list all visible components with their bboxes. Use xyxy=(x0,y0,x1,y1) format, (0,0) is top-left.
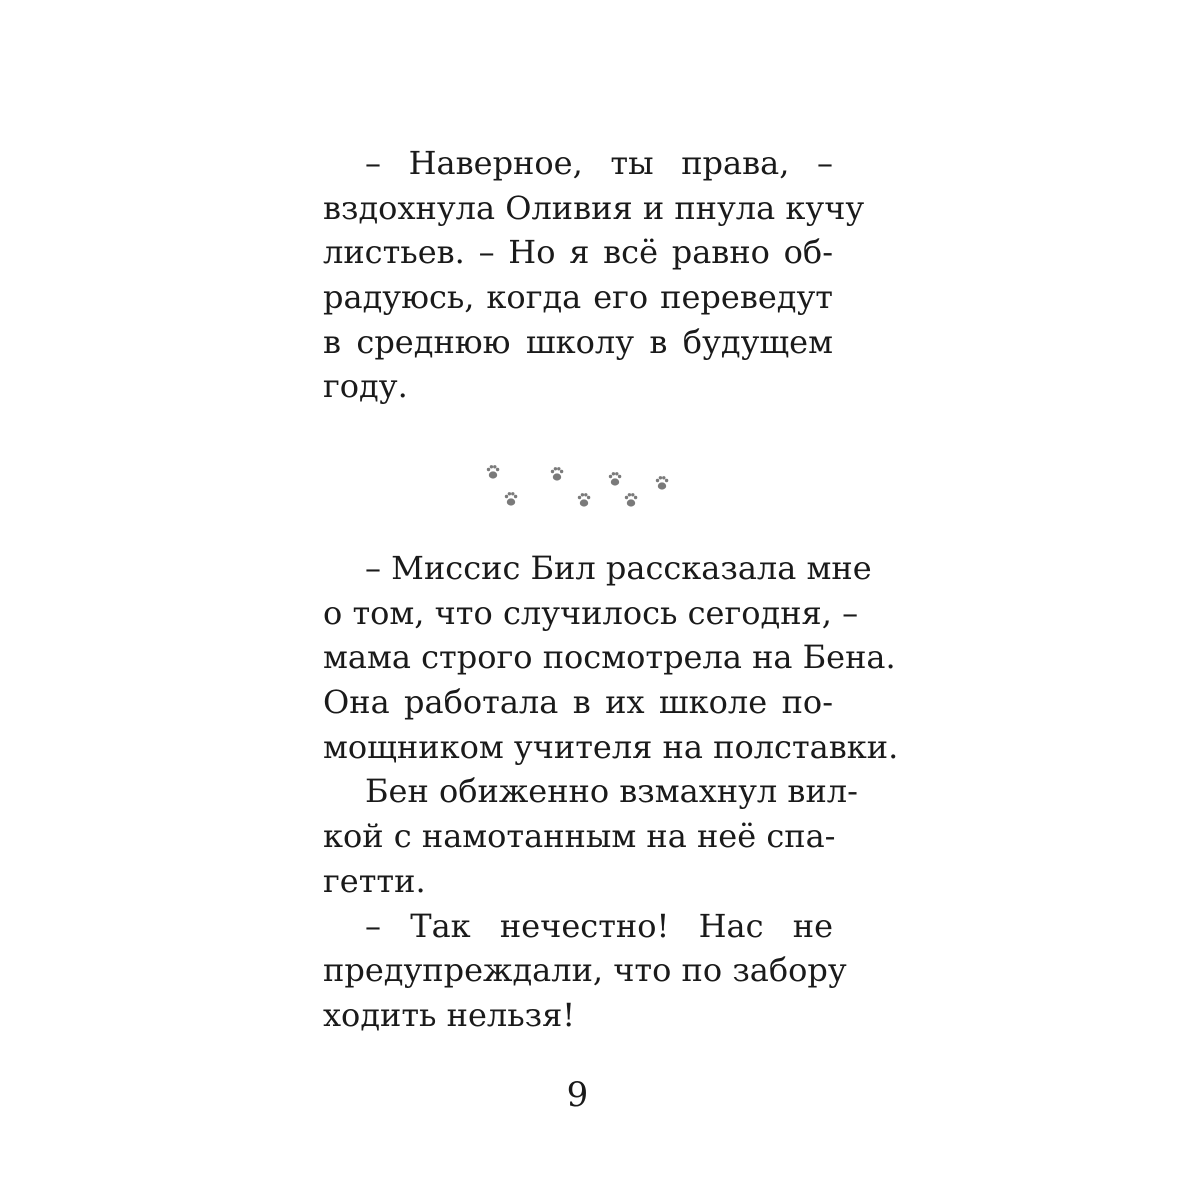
text-line: в среднюю школу в будущем xyxy=(323,322,833,361)
text-line: вздохнула Оливия и пнула кучу xyxy=(323,188,865,227)
text-line: Она работала в их школе по- xyxy=(323,683,833,722)
text-block-top xyxy=(323,141,865,409)
text-line: – Миссис Бил рассказала мне xyxy=(365,549,872,587)
page-number: 9 xyxy=(566,1075,589,1115)
paw-print-icon xyxy=(625,493,638,507)
text-line: году. xyxy=(323,367,408,406)
text-line: кой с намотанным на неё спа- xyxy=(323,817,836,856)
paw-prints-divider-icon xyxy=(478,458,678,518)
text-line: мощником учителя на полставки. xyxy=(323,727,899,766)
text-line: гетти. xyxy=(323,861,426,900)
paw-print-icon xyxy=(487,465,500,479)
paw-print-icon xyxy=(578,493,591,507)
text-line: листьев. – Но я всё равно об- xyxy=(323,233,833,272)
paw-print-icon xyxy=(656,476,669,490)
text-line: – Наверное, ты права, – xyxy=(365,144,833,182)
text-line: о том, что случилось сегодня, – xyxy=(323,593,859,632)
text-line: Бен обиженно взмахнул вил- xyxy=(365,772,858,811)
text-line: радуюсь, когда его переведут xyxy=(323,278,833,317)
text-line: мама строго посмотрела на Бена. xyxy=(323,638,896,677)
text-line: предупреждали, что по забору xyxy=(323,951,847,990)
text-line: – Так нечестно! Нас не xyxy=(365,906,833,945)
text-line: ходить нельзя! xyxy=(323,995,576,1034)
paw-print-icon xyxy=(551,467,564,481)
paw-print-icon xyxy=(505,492,518,506)
text-block-bottom xyxy=(323,546,899,1038)
paw-print-icon xyxy=(609,472,622,486)
